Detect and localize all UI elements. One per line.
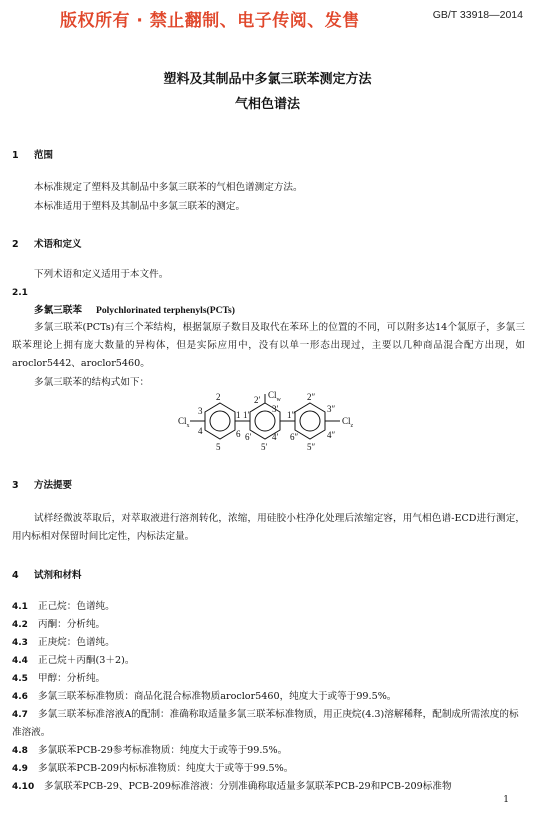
clause-text: 多氯三联苯标准物质：商品化混合标准物质aroclor5460，纯度大于或等于99.5%。 (38, 691, 397, 702)
section-number: 2 (12, 239, 19, 250)
position-label: 4 (198, 426, 203, 436)
section-title: 方法提要 (34, 480, 73, 491)
standard-number: GB/T 33918—2014 (432, 9, 523, 21)
position-label: 1″ (287, 410, 296, 420)
position-label: 4″ (327, 430, 336, 440)
term-entry (34, 302, 235, 316)
section-title: 术语和定义 (34, 239, 82, 250)
paragraph: 本标准规定了塑料及其制品中多氯三联苯的气相色谱测定方法。 (34, 182, 303, 193)
document-title: 塑料及其制品中多氯三联苯测定方法 (163, 72, 372, 87)
clause-number: 4.1 (12, 602, 28, 612)
position-label: 1 (236, 410, 241, 420)
paragraph: 多氯三联苯的结构式如下： (34, 377, 150, 388)
reagent-item (12, 742, 525, 760)
position-label: 6″ (290, 432, 299, 442)
position-label: 2 (216, 392, 221, 402)
reagent-item (12, 616, 525, 634)
clause-text: 多氯联苯PCB-29参考标准物质：纯度大于或等于99.5%。 (38, 745, 288, 756)
section-number: 4 (12, 570, 19, 581)
position-label: 4′ (272, 432, 279, 442)
watermark-banner: 版权所有 · 禁止翻制、电子传阅、发售 (60, 11, 360, 31)
clause-number: 4.7 (12, 710, 28, 720)
term-chinese: 多氯三联苯 (34, 305, 82, 316)
reagent-item (12, 652, 525, 670)
clause-text: 多氯联苯PCB-209内标标准物质：纯度大于或等于99.5%。 (38, 763, 294, 774)
page-number: 1 (503, 795, 509, 805)
section-heading-terms (12, 236, 82, 250)
clause-number: 4.2 (12, 620, 28, 630)
reagent-item (12, 706, 525, 742)
clause-number: 4.4 (12, 656, 28, 666)
clause-text: 甲醇：分析纯。 (38, 673, 106, 684)
position-label: 3′ (272, 404, 279, 414)
term-definition: 多氯三联苯(PCTs)有三个苯结构，根据氯原子数目及取代在苯环上的位置的不同，可以附多达14个氯原子，多氯三联苯理论上拥有庞大数量的异构体，但是实际应用中，没有以单一形态出现过，主要以几种商品混合配方出现，如aroclor5442、aroclor5460。 (12, 322, 525, 369)
reagent-item (12, 670, 525, 688)
clause-number: 4.5 (12, 674, 28, 684)
reagent-item (12, 634, 525, 652)
reagent-item (12, 598, 525, 616)
cl-top-label: $Cl_w$ (268, 390, 281, 403)
position-label: 2′ (254, 395, 261, 405)
section-heading-principle (12, 477, 72, 491)
clause-number: 4.3 (12, 638, 28, 648)
paragraph: 下列术语和定义适用于本文件。 (34, 269, 169, 280)
position-label: 6 (236, 429, 241, 439)
position-label: 5′ (261, 442, 268, 452)
section-heading-scope (12, 147, 53, 161)
clause-number: 2.1 (12, 288, 28, 298)
section-number: 1 (12, 150, 19, 161)
clause-number: 4.10 (12, 782, 35, 792)
section-title: 范围 (34, 150, 54, 161)
subsection-number (12, 284, 525, 302)
reagent-item (12, 778, 525, 796)
reagent-item (12, 760, 525, 778)
section-number: 3 (12, 480, 19, 491)
position-label: 3 (198, 406, 203, 416)
section-title: 试剂和材料 (34, 570, 82, 581)
clause-number: 4.8 (12, 746, 28, 756)
clause-text: 正己烷＋丙酮(3＋2)。 (38, 655, 135, 666)
reagent-item (12, 688, 525, 706)
cl-right-label: $Cl_z$ (342, 416, 354, 429)
paragraph: 试样经微波萃取后，对萃取液进行溶剂转化，浓缩，用硅胶小柱净化处理后浓缩定容，用气相色谱-ECD进行测定，用内标相对保留时间比定性，内标法定量。 (12, 513, 525, 542)
cl-left-label: $Cl_x$ (178, 416, 190, 429)
position-label: 5 (216, 442, 221, 452)
pct-structure-diagram (170, 390, 370, 465)
clause-number: 4.6 (12, 692, 28, 702)
term-english: Polychlorinated terphenyls(PCTs) (95, 305, 235, 316)
clause-text: 多氯三联苯标准溶液A的配制：准确称取适量多氯三联苯标准物质，用正庚烷(4.3)溶解稀释，配制成所需浓度的标准溶液。 (12, 709, 519, 738)
clause-number: 4.9 (12, 764, 28, 774)
position-label: 6′ (245, 432, 252, 442)
position-label: 1′ (243, 410, 250, 420)
aromatic-circle (210, 411, 230, 431)
clause-text: 正庚烷：色谱纯。 (38, 637, 115, 648)
clause-text: 丙酮：分析纯。 (38, 619, 106, 630)
aromatic-circle (300, 411, 320, 431)
aromatic-circle (255, 411, 275, 431)
position-label: 5″ (307, 442, 316, 452)
paragraph: 本标准适用于塑料及其制品中多氯三联苯的测定。 (34, 201, 246, 212)
section-heading-reagents (12, 567, 82, 581)
clause-text: 正己烷：色谱纯。 (38, 601, 115, 612)
position-label: 2″ (307, 392, 316, 402)
position-label: 3″ (327, 404, 336, 414)
clause-text: 多氯联苯PCB-29、PCB-209标准溶液：分别准确称取适量多氯联苯PCB-29和PCB-209标准物 (44, 781, 452, 792)
document-subtitle: 气相色谱法 (234, 97, 300, 112)
